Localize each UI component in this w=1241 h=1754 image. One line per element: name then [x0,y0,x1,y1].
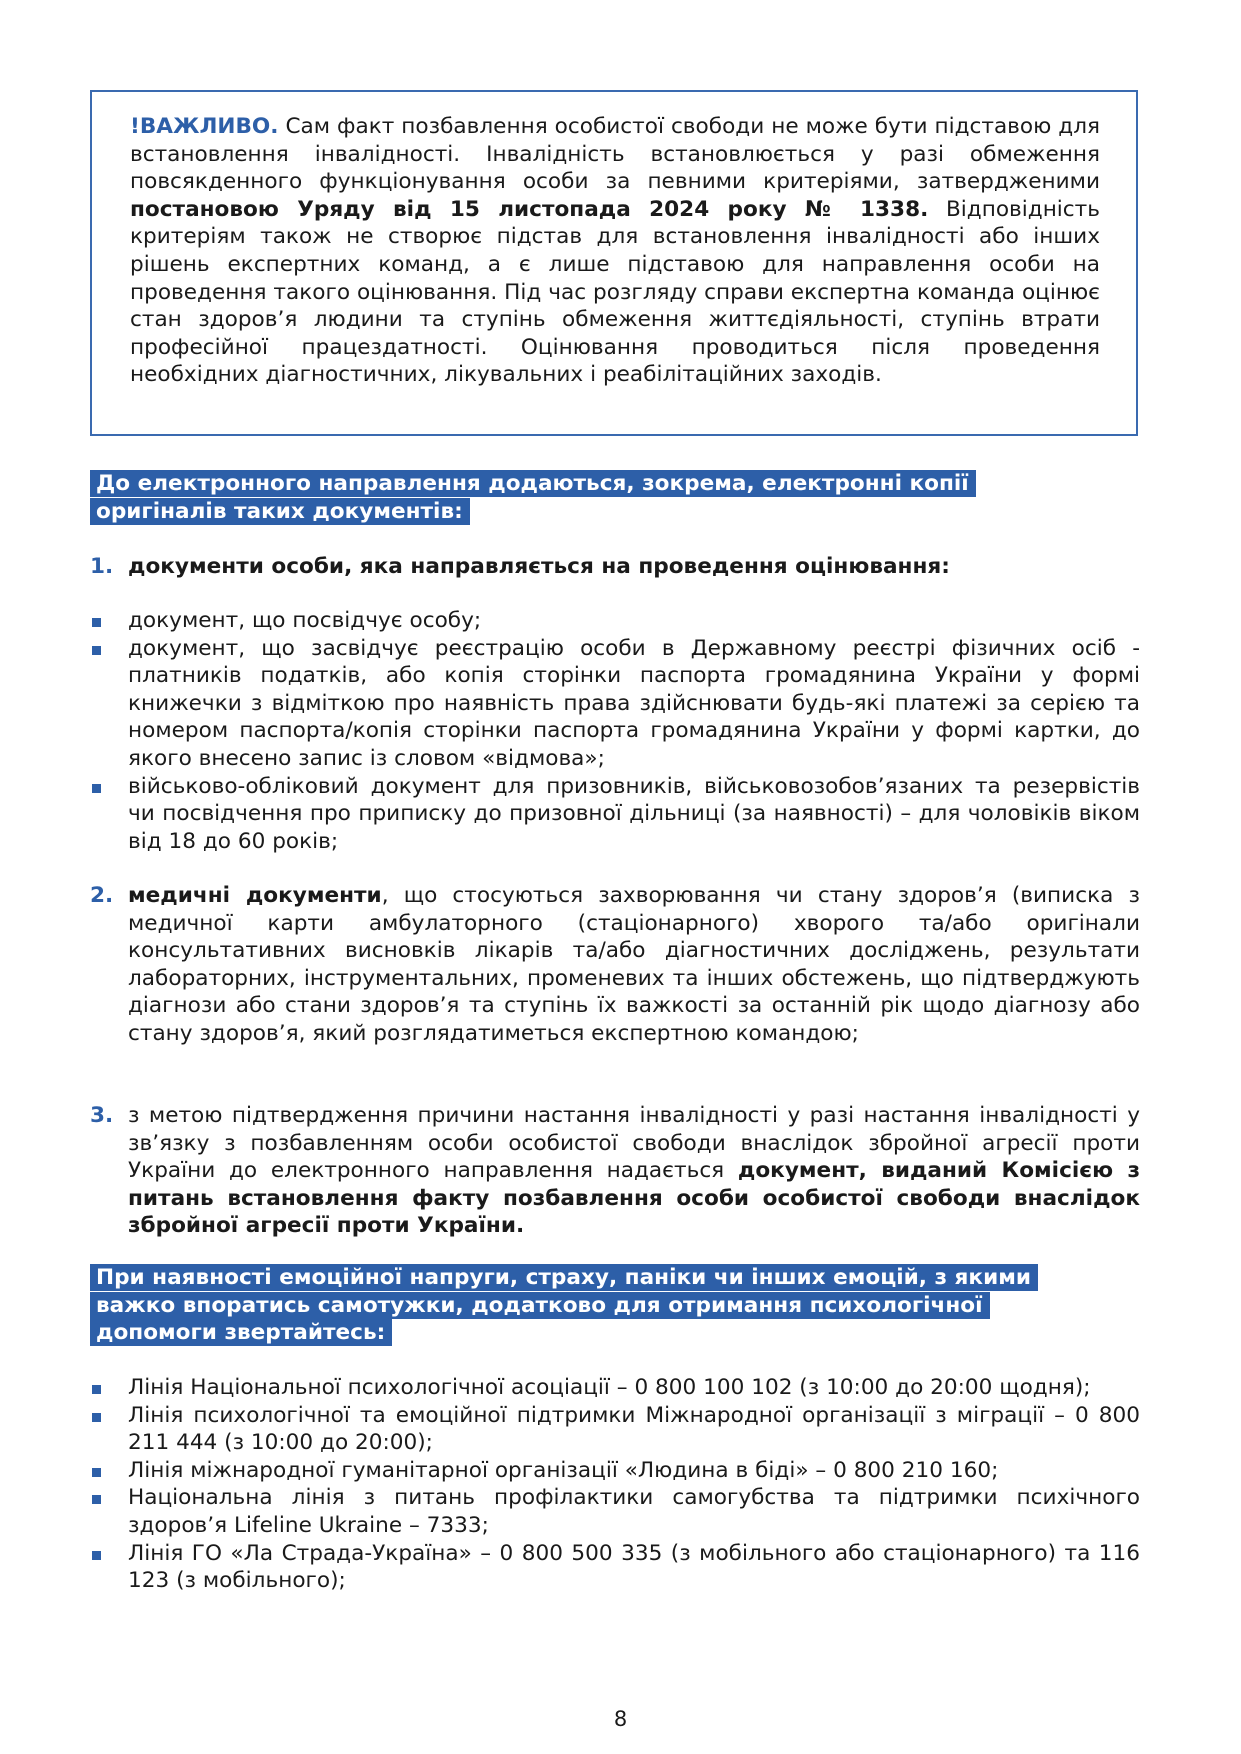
bullet-square-icon [92,1385,101,1394]
heading-line: допомоги звертайтесь: [90,1319,392,1346]
notice-lead: !ВАЖЛИВО. [130,114,279,139]
numbered-item-3 [90,1102,1140,1240]
heading-line: При наявності емоційної напруги, страху, паніки чи інших емоцій, з якими [90,1264,1038,1291]
bullet-square-icon [92,1413,101,1422]
list-item-text: документ, що засвідчує реєстрацію особи в Державному реєстрі фізичних осіб - платників податків, або копія сторінки паспорта громадянина України у формі книжечки з відміткою про наявність права здійснювати будь-які платежі за серією та номером паспорта/копія сторінки паспорта громадянина України у формі картки, до якого внесено запис із словом «відмова»; [128,635,1140,771]
bullet-square-icon [92,784,101,793]
list-item-text: Лінія Національної психологічної асоціації – 0 800 100 102 (з 10:00 до 20:00 щодня); [128,1375,1091,1400]
bullet-square-icon [92,1468,101,1477]
item-text [128,1102,1140,1240]
heading-line: До електронного направлення додаються, зокрема, електронні копії [90,470,976,497]
item-number: 3. [90,1103,114,1128]
heading-line: оригіналів таких документів: [90,498,470,525]
notice-text: Сам факт позбавлення особистої свободи не може бути підставою для встановлення інвалідності. Інвалідність встановлюється у разі обмеження повсякденного функціонування особи за певними критеріями, затвердженими [130,114,1100,195]
section-heading-documents [90,470,1140,525]
list-item-text: Лінія міжнародної гуманітарної організації «Людина в біді» – 0 800 210 160; [128,1457,999,1483]
list-item [90,1540,1140,1595]
list-item-text: Національна лінія з питань профілактики самогубства та підтримки психічного здоров’я Lifeline Ukraine – 7333; [128,1485,1140,1538]
item-body-text: з метою підтвердження причини настання інвалідності у разі настання інвалідності у зв’язку з позбавленням особи особистої свободи внаслідок збройної агресії проти України до електронного направлення надається [128,1103,1140,1184]
item-number: 2. [90,883,114,908]
heading-line: важко впоратись самотужки, додатково для отримання психологічної [90,1292,990,1319]
list-item [90,773,1140,856]
list-item-text: Лінія психологічної та емоційної підтримки Міжнародної організації з міграції – 0 800 211 444 (з 10:00 до 20:00); [128,1402,1140,1456]
page-number: 8 [613,1707,628,1731]
hotlines-list [90,1374,1140,1595]
notice-text-continued: Відповідність критеріям також не створює підстав для встановлення інвалідності або інших рішень експертних команд, а є лише підставою для направлення особи на проведення такого оцінювання. Під час розгляду справи експертна команда оцінює стан здоров’я людини та ступінь обмеження життєдіяльності, ступінь втрати професійної працездатності. Оцінювання проводиться після проведення необхідних діагностичних, лікувальних і реабілітаційних заходів. [130,196,1100,388]
list-item [90,635,1140,773]
list-item-text: документ, що посвідчує особу; [128,608,482,633]
bullet-square-icon [92,1495,101,1504]
bullet-square-icon [92,618,101,627]
list-item [90,1484,1140,1539]
section-heading-psychological-help [90,1264,1140,1347]
bullet-square-icon [92,1551,101,1560]
bullet-square-icon [92,646,101,655]
item-text: документи особи, яка направляється на проведення оцінювання: [128,554,950,579]
item-body-text: , що стосуються захворювання чи стану здоров’я (виписка з медичної карти амбулаторного (стаціонарного) хворого та/або оригінали консультативних висновків лікарів та/або діагностичних досліджень, результати лабораторних, інструментальних, променевих та інших обстежень, що підтверджують діагнози або стани здоров’я та ступінь їх важкості за останній рік щодо діагнозу або стану здоров’я, який розглядатиметься експертною командою; [128,883,1140,1046]
personal-documents-list [90,607,1140,855]
numbered-item-1 [90,553,1140,581]
item-number: 1. [90,554,114,579]
list-item [90,1457,1140,1485]
list-item [90,607,1140,635]
important-notice-box [90,90,1138,436]
list-item [90,1374,1140,1402]
numbered-item-2 [90,882,1140,1048]
list-item-text: Лінія ГО «Ла Страда-Україна» – 0 800 500 335 (з мобільного або стаціонарного) та 116 123 (з мобільного); [128,1540,1140,1594]
notice-resolution: постановою Уряду від 15 листопада 2024 року № 1338. [130,196,929,222]
item-bold-text: медичні документи [128,883,382,908]
item-bold-text: документ, виданий Комісією з питань встановлення факту позбавлення особи особистої свободи внаслідок збройної агресії проти України. [128,1158,1140,1239]
list-item [90,1402,1140,1457]
item-text [128,882,1140,1048]
list-item-text: військово-обліковий документ для призовників, військовозобов’язаних та резервістів чи посвідчення про приписку до призовної дільниці (за наявності) – для чоловіків віком від 18 до 60 років; [128,773,1140,854]
